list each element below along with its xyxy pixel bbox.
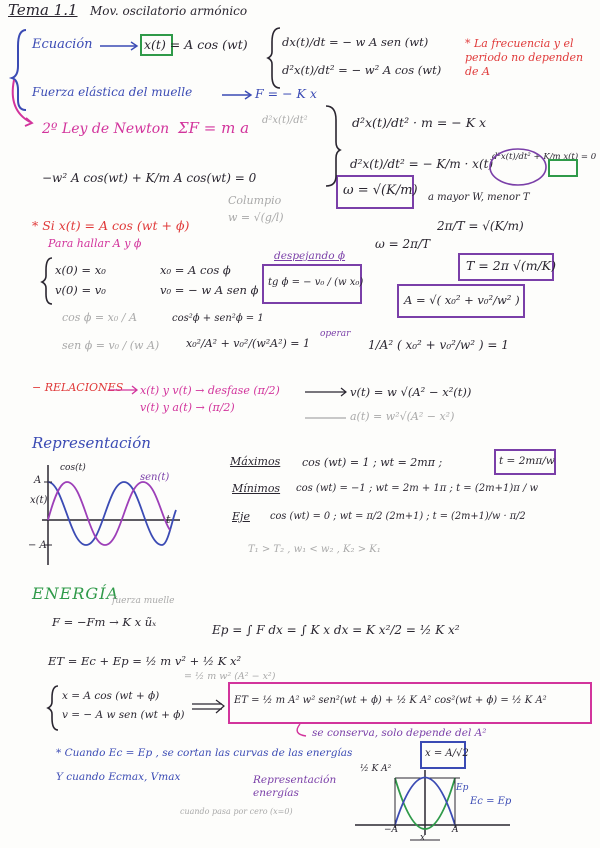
x0-equation: x₀ = A cos ϕ [160,263,231,277]
energy-graph-ep: Ep [456,783,469,793]
energy-graph-x: x [420,833,426,843]
newton-equation: ΣF = m a [178,119,250,137]
omega-note: a mayor W, menor T [428,192,530,203]
find-a-phi: Para hallar A y ϕ [48,237,142,250]
energy-title: ENERGÍA [32,584,120,603]
energy-graph-top: ½ K A² [360,764,392,774]
omega-period: ω = 2π/T [375,237,431,251]
operate-label: operar [320,329,351,339]
acceleration-equation: a(t) = w²√(A² − x²) [350,410,455,423]
equal-energy-note: * Cuando Ec = Ep , se cortan las curvas de las energías [56,747,353,759]
amplitude-derivation: 1/A² ( x₀² + v₀²/w² ) = 1 [368,338,509,352]
total-energy-substitution: = ½ m w² (A² − x²) [184,671,276,682]
wave-t-label: t [166,513,171,526]
newton-acceleration: d²x(t)/dt² [262,115,308,126]
fuerza-equation: F = − K x [255,86,317,101]
sum-equation: x₀²/A² + v₀²/(w²A²) = 1 [186,337,311,350]
wave-y-mid: x(t) [30,495,48,506]
total-energy-equation: ET = Ec + Ep = ½ m v² + ½ K x² [48,654,242,668]
wave-y-bot: − A [28,540,47,551]
position-system: x = A cos (wt + ϕ) [62,690,160,702]
ecuacion-equation: x(t) = A cos (wt) [144,37,248,52]
energy-representation-label: Representación energías [253,774,337,799]
newton-label: 2º Ley de Newton [42,121,170,137]
omega-formula: ω = √(K/m) [343,183,418,198]
energy-graph-a: A [452,825,459,835]
minima-label: Mínimos [232,482,281,495]
spring-force-note: fuerza muelle [112,596,175,606]
force-equation: F = −Fm → K x ũₓ [52,615,157,629]
second-derivative: d²x(t)/dt² = − w² A cos (wt) [282,63,442,77]
representation-title: Representación [32,434,151,452]
zero-crossing-note: cuando pasa por cero (x=0) [180,807,293,816]
fuerza-label: Fuerza elástica del muelle [32,85,193,99]
x-equal-value: x = A/√2 [425,748,469,759]
identity-equation: cos²ϕ + sen²ϕ = 1 [172,313,264,324]
maxima-equation: cos (wt) = 1 ; wt = 2mπ ; [302,456,443,469]
phase-heading: * Si x(t) = A cos (wt + ϕ) [32,218,190,233]
system-eq-2: v(0) = v₀ [55,283,106,297]
ecuacion-label: Ecuación [32,37,93,52]
v0-equation: v₀ = − w A sen ϕ [160,283,259,297]
topic-label: Tema 1.1 [8,1,78,19]
pendulum-equation: w = √(g/l) [228,211,284,224]
tan-phi-formula: tg ϕ = − v₀ / (w x₀) [268,277,364,288]
maxima-result: t = 2mπ/w [499,455,555,467]
note-frequency: * La frecuencia y el periodo no dependen de A [465,37,584,78]
conservation-note: se conserva, solo depende del A² [312,727,487,739]
motion-equation-3: d²x(t)/dt² + K/m x(t) = 0 [492,152,597,162]
relations-label: − RELACIONES [32,381,124,394]
cancel-equation: −w² A cos(wt) + K/m A cos(wt) = 0 [42,171,257,185]
comparison-note: T₁ > T₂ , w₁ < w₂ , K₂ > K₁ [248,544,381,555]
axis-equation: cos (wt) = 0 ; wt = π/2 (2m+1) ; t = (2m+1)/w · π/2 [270,511,526,522]
relation-line-1: x(t) y v(t) → desfase (π/2) [140,384,280,397]
velocity-equation: v(t) = w √(A² − x²(t)) [350,385,472,399]
velocity-system: v = − A w sen (wt + ϕ) [62,709,185,721]
sen-phi-grey: sen ϕ = v₀ / (w A) [62,339,160,352]
energy-graph-equal: Ec = Ep [470,796,512,807]
axis-label: Eje [232,510,250,523]
wave-cos-label: cos(t) [60,463,86,473]
motion-equation-1: d²x(t)/dt² · m = − K x [352,115,487,130]
relation-line-2: v(t) y a(t) → (π/2) [140,401,235,414]
potential-energy-equation: Ep = ∫ F dx = ∫ K x dx = K x²/2 = ½ K x² [212,623,460,637]
period-equation: 2π/T = √(K/m) [437,219,524,233]
system-eq-1: x(0) = x₀ [55,263,106,277]
cos-phi-grey: cos ϕ = x₀ / A [62,311,137,324]
total-energy-conserved: ET = ½ m A² w² sen²(wt + ϕ) + ½ K A² cos²(wt + ϕ) = ½ K A² [234,695,547,706]
amplitude-formula: A = √( x₀² + v₀²/w² ) [404,293,520,307]
wave-y-top: A [34,475,42,486]
first-derivative: dx(t)/dt = − w A sen (wt) [282,35,429,49]
page-title: Mov. oscilatorio armónico [90,4,248,18]
maxima-label: Máximos [230,455,281,468]
energy-graph-minus-a: −A [384,825,399,835]
pendulum-label: Columpio [228,194,282,207]
minima-equation: cos (wt) = −1 ; wt = 2m + 1π ; t = (2m+1)π / w [296,483,539,494]
wave-sen-label: sen(t) [140,472,170,483]
period-formula: T = 2π √(m/K) [466,258,557,273]
max-kinetic-note: Y cuando Ecmax, Vmax [56,771,181,783]
solving-phi-label: despejando ϕ [274,250,346,262]
motion-equation-2: d²x(t)/dt² = − K/m · x(t) [350,157,494,171]
